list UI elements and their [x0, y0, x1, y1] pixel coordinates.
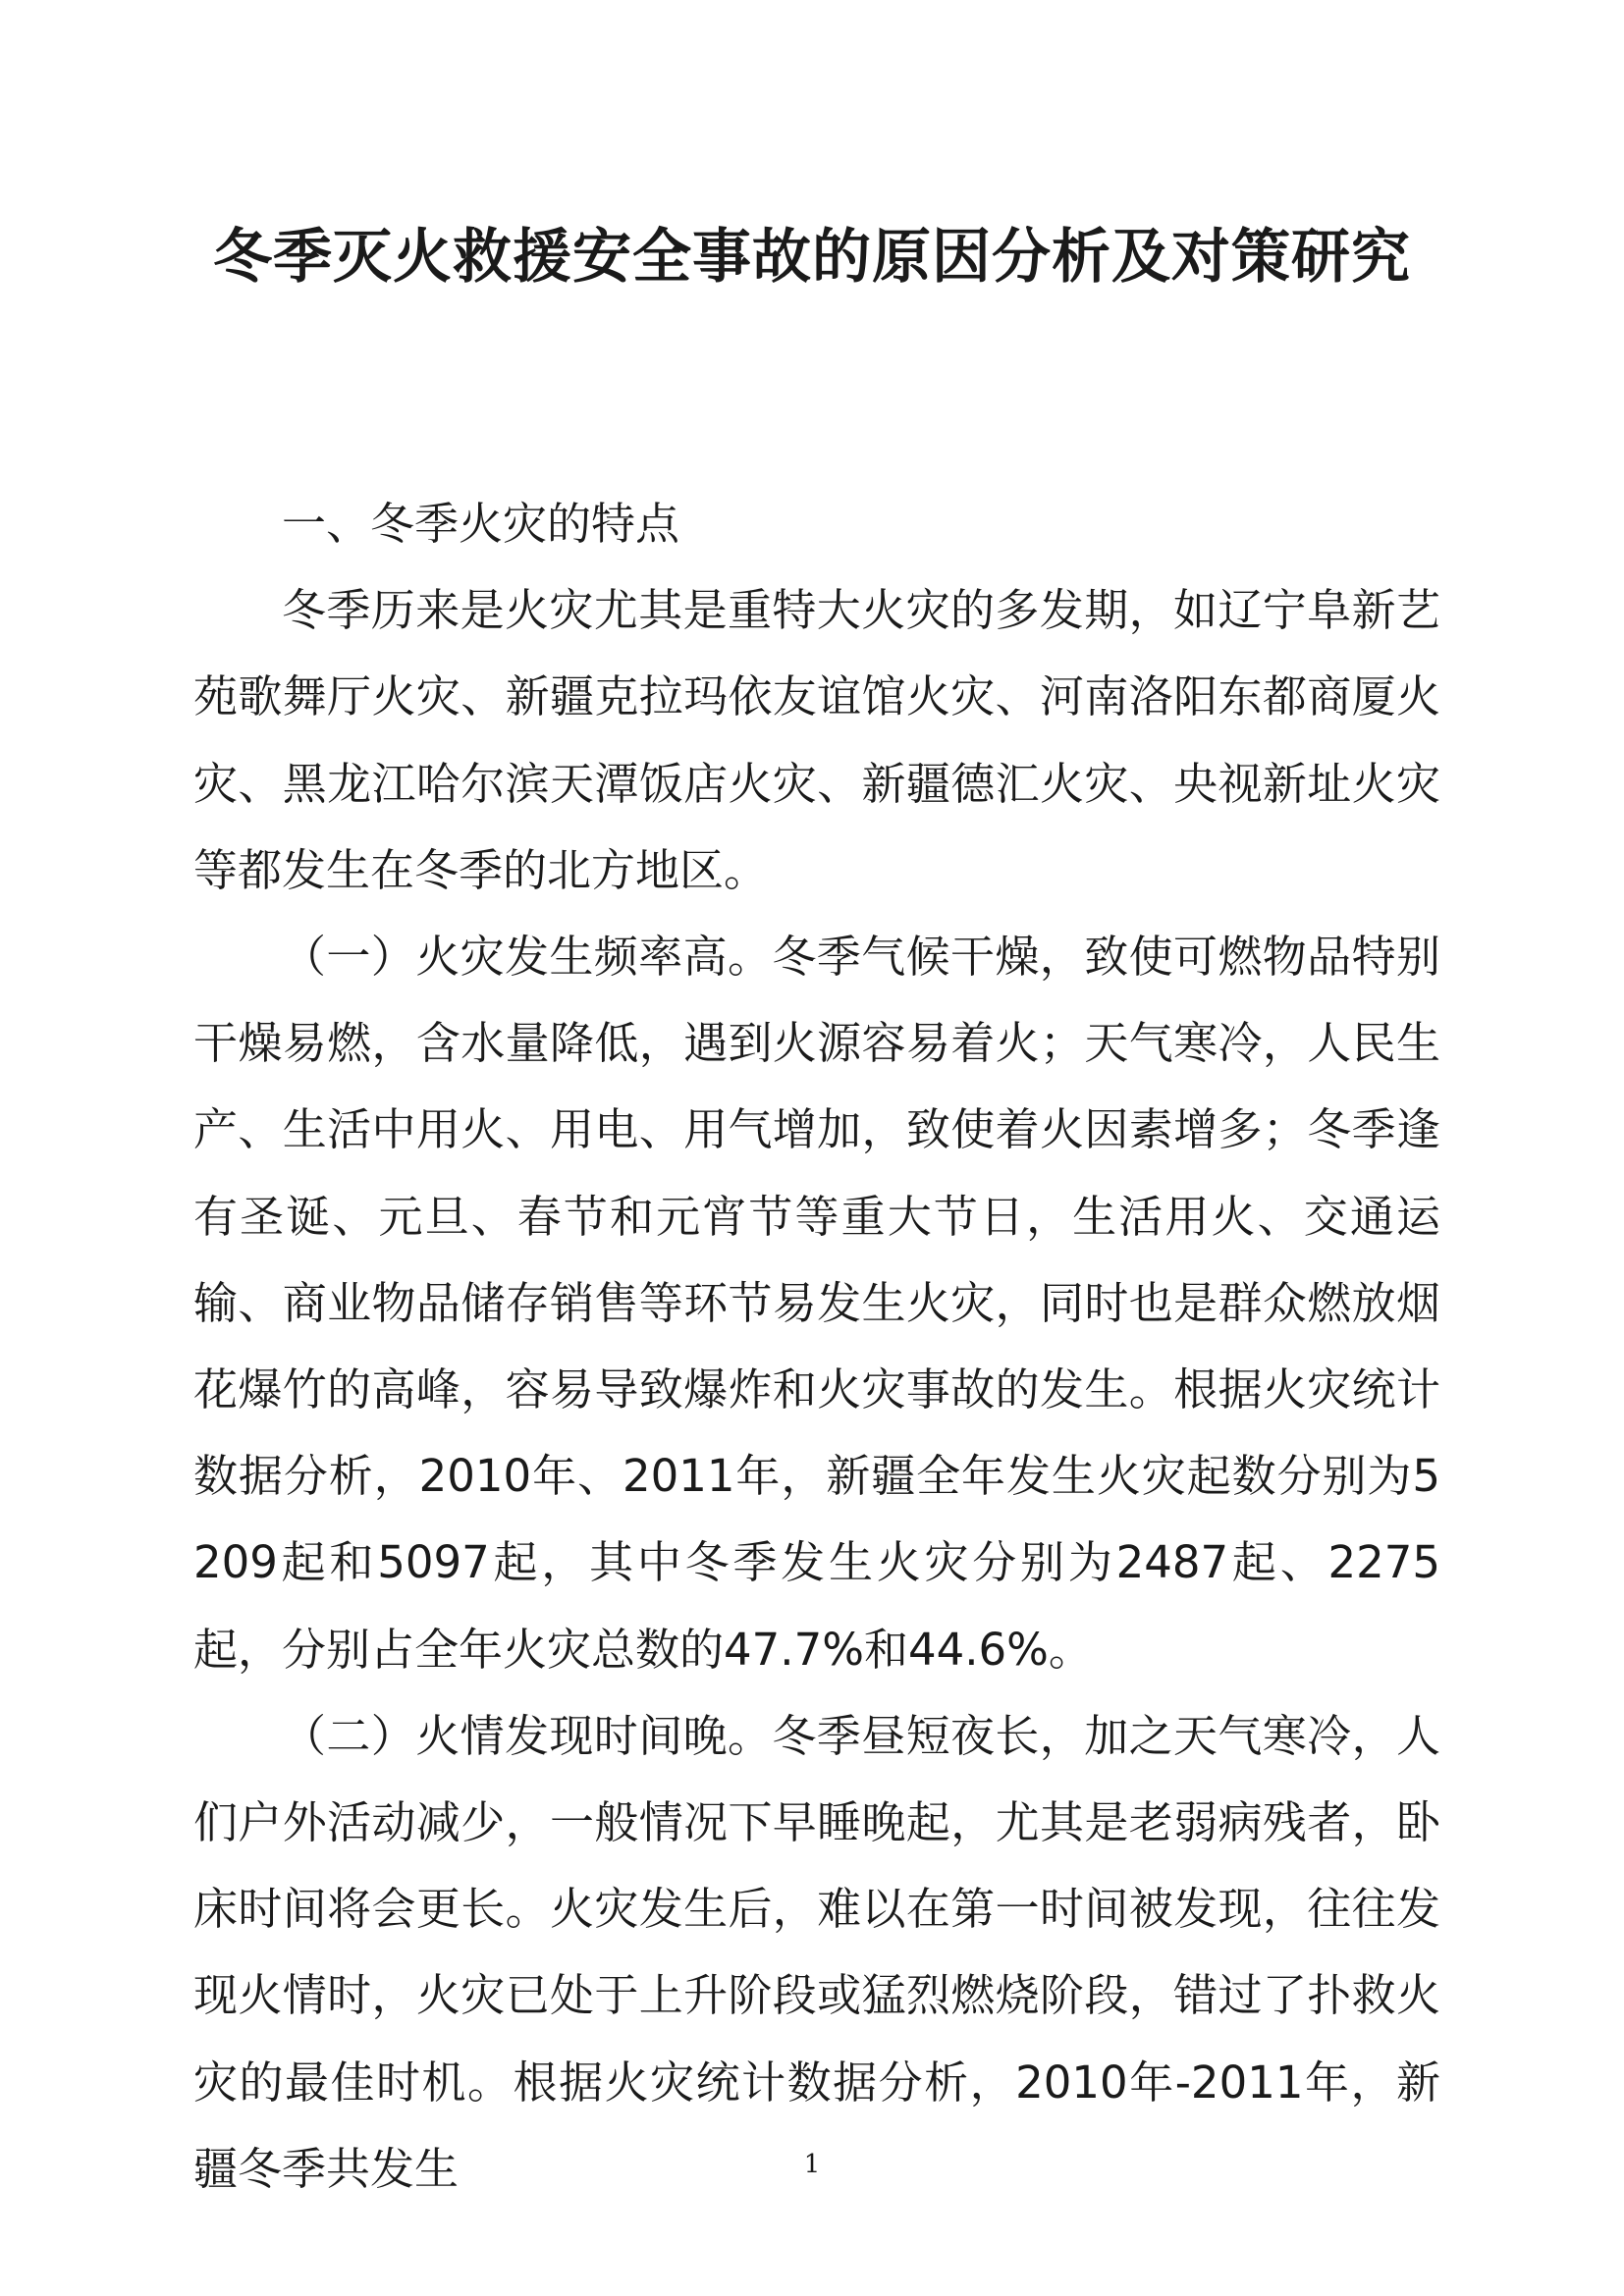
paragraph: （二）火情发现时间晚。冬季昼短夜长，加之天气寒冷，人们户外活动减少，一般情况下早睡晚起，尤其是老弱病残者，卧床时间将会更长。火灾发生后，难以在第一时间被发现，往往发现火情时，火灾已处于上升阶段或猛烈燃烧阶段，错过了扑救火灾的最佳时机。根据火灾统计数据分析，2010年-2011年，新疆冬季共发生 — [193, 1709, 1440, 2195]
document-title: 冬季灭火救援安全事故的原因分析及对策研究 — [213, 223, 1411, 292]
document-body — [193, 481, 1440, 2213]
page-number: 1 — [803, 2150, 821, 2179]
paragraph: （一）火灾发生频率高。冬季气候干燥，致使可燃物品特别干燥易燃，含水量降低，遇到火源容易着火；天气寒冷，人民生产、生活中用火、用电、用气增加，致使着火因素增多；冬季逢有圣诞、元旦、春节和元宵节等重大节日，生活用火、交通运输、商业物品储存销售等环节易发生火灾，同时也是群众燃放烟花爆竹的高峰，容易导致爆炸和火灾事故的发生。根据火灾统计数据分析，2010年、2011年，新疆全年发生火灾起数分别为5209起和5097起，其中冬季发生火灾分别为2487起、2275起，分别占全年火灾总数的47.7%和44.6%。 — [193, 931, 1440, 1676]
section-heading: 一、冬季火灾的特点 — [282, 498, 680, 550]
paragraph: 冬季历来是火灾尤其是重特大火灾的多发期，如辽宁阜新艺苑歌舞厅火灾、新疆克拉玛依友谊馆火灾、河南洛阳东都商厦火灾、黑龙江哈尔滨天潭饭店火灾、新疆德汇火灾、央视新址火灾等都发生在冬季的北方地区。 — [193, 584, 1440, 896]
